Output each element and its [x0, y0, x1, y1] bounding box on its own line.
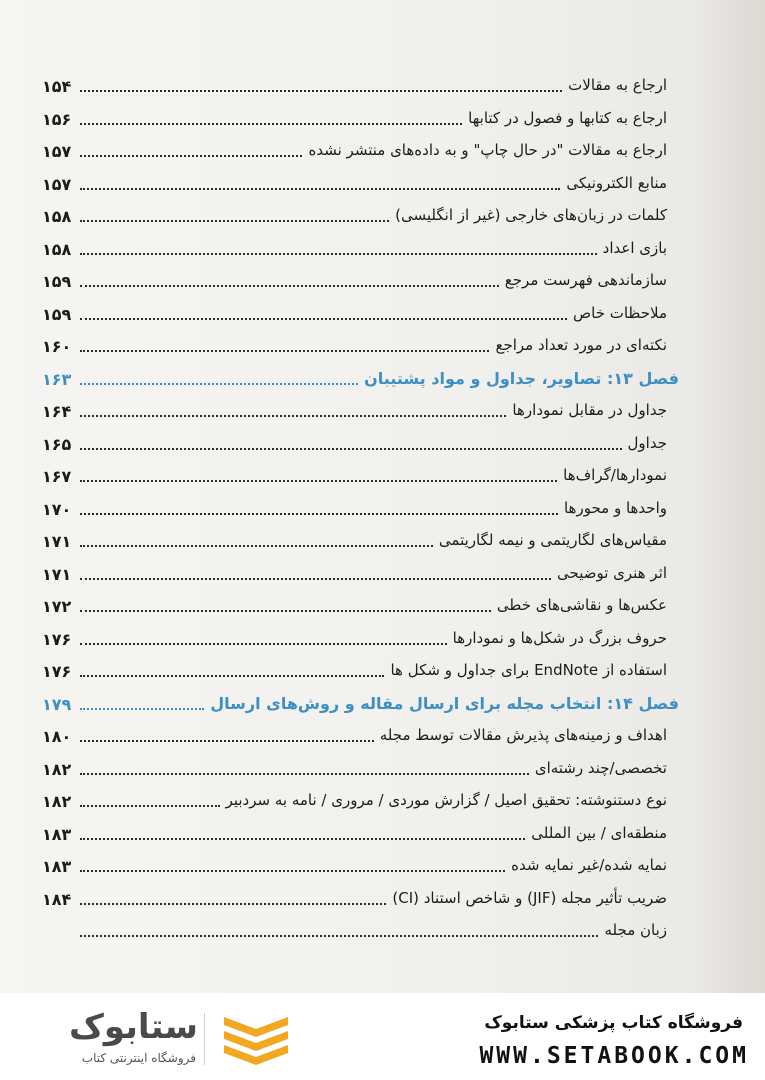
- store-url-link[interactable]: WWW.SETABOOK.COM: [479, 1043, 749, 1069]
- toc-entry-title: نمودارها/گراف‌ها: [563, 466, 667, 484]
- toc-dot-leader: [80, 448, 622, 450]
- logo-tagline: فروشگاه اینترنتی کتاب: [81, 1051, 196, 1065]
- toc-entry: [0, 137, 765, 169]
- toc-page-number: ۱۸۰: [42, 727, 72, 746]
- toc-entry-title: جداول: [627, 433, 667, 452]
- toc-dot-leader: [80, 285, 499, 287]
- toc-page-number: ۱۷۰: [42, 499, 72, 519]
- toc-entry-title: فصل ۱۴: انتخاب مجله برای ارسال مقاله و روش‌های ارسال: [210, 693, 679, 713]
- toc-chapter-heading: [0, 365, 765, 397]
- toc-dot-leader: [80, 578, 551, 580]
- toc-entry-title: زبان مجله: [604, 921, 667, 939]
- toc-entry-title: مقیاس‌های لگاریتمی و نیمه لگاریتمی: [438, 531, 667, 549]
- toc-entry: [0, 787, 765, 819]
- toc-page-number: ۱۶۵: [42, 434, 72, 454]
- toc-dot-leader: [80, 90, 562, 92]
- toc-page-number: ۱۸۲: [42, 792, 72, 811]
- toc-entry: [0, 300, 765, 332]
- toc-page-number: ۱۵۷: [42, 174, 72, 194]
- toc-chapter-heading: [0, 690, 765, 722]
- toc-entry-title: نمایه شده/غیر نمایه شده: [511, 856, 667, 874]
- toc-dot-leader: [80, 383, 358, 385]
- toc-entry-title: عکس‌ها و نقاشی‌های خطی: [496, 596, 667, 614]
- toc-page-number: ۱۷۲: [42, 597, 72, 616]
- toc-entry-title: کلمات در زبان‌های خارجی (غیر از انگلیسی): [395, 206, 667, 224]
- toc-entry: [0, 202, 765, 234]
- toc-dot-leader: [80, 610, 491, 612]
- toc-dot-leader: [80, 675, 384, 677]
- toc-entry: [0, 105, 765, 137]
- toc-entry-title: جداول در مقابل نمودارها: [512, 401, 667, 419]
- toc-entry: [0, 592, 765, 624]
- toc-entry: [0, 820, 765, 852]
- toc-page-number: ۱۶۳: [42, 369, 72, 389]
- toc-page-number: ۱۵۹: [42, 304, 72, 324]
- toc-page-number: ۱۷۶: [42, 629, 72, 649]
- toc-dot-leader: [80, 773, 529, 775]
- toc-page-number: ۱۵۸: [42, 207, 72, 226]
- toc-entry: [0, 885, 765, 917]
- toc-entry-title: اهداف و زمینه‌های پذیرش مقالات توسط مجله: [379, 726, 667, 744]
- toc-page-number: ۱۵۷: [42, 142, 72, 161]
- toc-page-number: ۱۸۳: [42, 857, 72, 876]
- toc-page-number: ۱۵۴: [42, 77, 72, 96]
- toc-entry-title: ارجاع به مقالات "در حال چاپ" و به داده‌های منتشر نشده: [308, 141, 667, 159]
- toc-entry-title: نکته‌ای در مورد تعداد مراجع: [495, 336, 667, 354]
- toc-dot-leader: [80, 123, 462, 125]
- toc-page-number: ۱۸۲: [42, 759, 72, 779]
- toc-entry: [0, 332, 765, 364]
- toc-dot-leader: [80, 253, 597, 255]
- toc-entry: [0, 72, 765, 104]
- toc-entry: [0, 852, 765, 884]
- toc-page-number: ۱۷۱: [42, 532, 72, 551]
- toc-entry: [0, 235, 765, 267]
- toc-entry-title: تخصصی/چند رشته‌ای: [534, 758, 667, 777]
- store-footer-banner: [0, 993, 765, 1080]
- toc-entry: [0, 462, 765, 494]
- store-logo-wordmark-block[interactable]: [10, 1007, 200, 1073]
- toc-page-number: ۱۷۱: [42, 564, 72, 584]
- toc-dot-leader: [80, 870, 505, 872]
- store-name: فروشگاه کتاب پزشکی ستابوک: [484, 1013, 743, 1033]
- toc-entry-title: استفاده از EndNote برای جداول و شکل ها: [390, 661, 667, 679]
- toc-dot-leader: [80, 935, 598, 937]
- toc-entry-title: سازماندهی فهرست مرجع: [504, 271, 667, 289]
- book-stack-logo-icon: [220, 1011, 292, 1067]
- toc-dot-leader: [80, 708, 204, 710]
- toc-page-number: ۱۶۰: [42, 337, 72, 356]
- toc-entry: [0, 657, 765, 689]
- page-edge-shadow: [695, 0, 765, 993]
- toc-entry: [0, 917, 765, 949]
- toc-dot-leader: [80, 805, 220, 807]
- toc-dot-leader: [80, 903, 386, 905]
- toc-page-number: ۱۶۴: [42, 402, 72, 421]
- toc-page-number: ۱۵۶: [42, 109, 72, 129]
- toc-dot-leader: [80, 318, 567, 320]
- toc-entry: [0, 560, 765, 592]
- toc-dot-leader: [80, 480, 557, 482]
- toc-dot-leader: [80, 155, 302, 157]
- toc-page-number: ۱۷۶: [42, 662, 72, 681]
- logo-wordmark: ستابوک: [69, 1007, 198, 1047]
- toc-entry-title: اثر هنری توضیحی: [557, 563, 667, 582]
- toc-entry-title: منطقه‌ای / بین المللی: [531, 823, 667, 842]
- toc-entry: [0, 267, 765, 299]
- toc-dot-leader: [80, 220, 389, 222]
- toc-dot-leader: [80, 415, 506, 417]
- toc-entry: [0, 430, 765, 462]
- toc-entry-title: منابع الکترونیکی: [566, 173, 667, 192]
- toc-entry-title: واحدها و محورها: [563, 498, 667, 517]
- toc-page-number: ۱۸۳: [42, 824, 72, 844]
- toc-entry: [0, 170, 765, 202]
- toc-entry: [0, 397, 765, 429]
- toc-entry-title: فصل ۱۳: تصاویر، جداول و مواد پشتیبان: [364, 368, 679, 388]
- toc-entry: [0, 625, 765, 657]
- logo-divider: [204, 1013, 205, 1065]
- toc-entry-title: ارجاع به کتابها و فصول در کتابها: [468, 108, 667, 127]
- toc-page-number: ۱۸۴: [42, 889, 72, 909]
- toc-entry: [0, 722, 765, 754]
- toc-page-number: ۱۷۹: [42, 694, 72, 714]
- toc-dot-leader: [80, 513, 558, 515]
- toc-page-number: ۱۵۸: [42, 239, 72, 259]
- toc-entry-title: نوع دستنوشته: تحقیق اصیل / گزارش موردی / مروری / نامه به سردبیر: [225, 791, 667, 809]
- toc-dot-leader: [80, 838, 525, 840]
- toc-entry-title: حروف بزرگ در شکل‌ها و نمودارها: [452, 628, 667, 647]
- toc-entry-title: بازی اعداد: [602, 238, 667, 257]
- toc-entry: [0, 755, 765, 787]
- toc-page-number: ۱۶۷: [42, 467, 72, 486]
- toc-entry: [0, 495, 765, 527]
- toc-dot-leader: [80, 643, 447, 645]
- toc-entry-title: ضریب تأثیر مجله (JIF) و شاخص استناد (CI): [392, 888, 667, 907]
- toc-entry-title: ملاحظات خاص: [573, 303, 667, 322]
- toc-entry: [0, 527, 765, 559]
- toc-page-number: ۱۵۹: [42, 272, 72, 291]
- toc-dot-leader: [80, 545, 433, 547]
- toc-dot-leader: [80, 350, 489, 352]
- toc-dot-leader: [80, 740, 374, 742]
- toc-entry-title: ارجاع به مقالات: [568, 76, 667, 94]
- toc-dot-leader: [80, 188, 560, 190]
